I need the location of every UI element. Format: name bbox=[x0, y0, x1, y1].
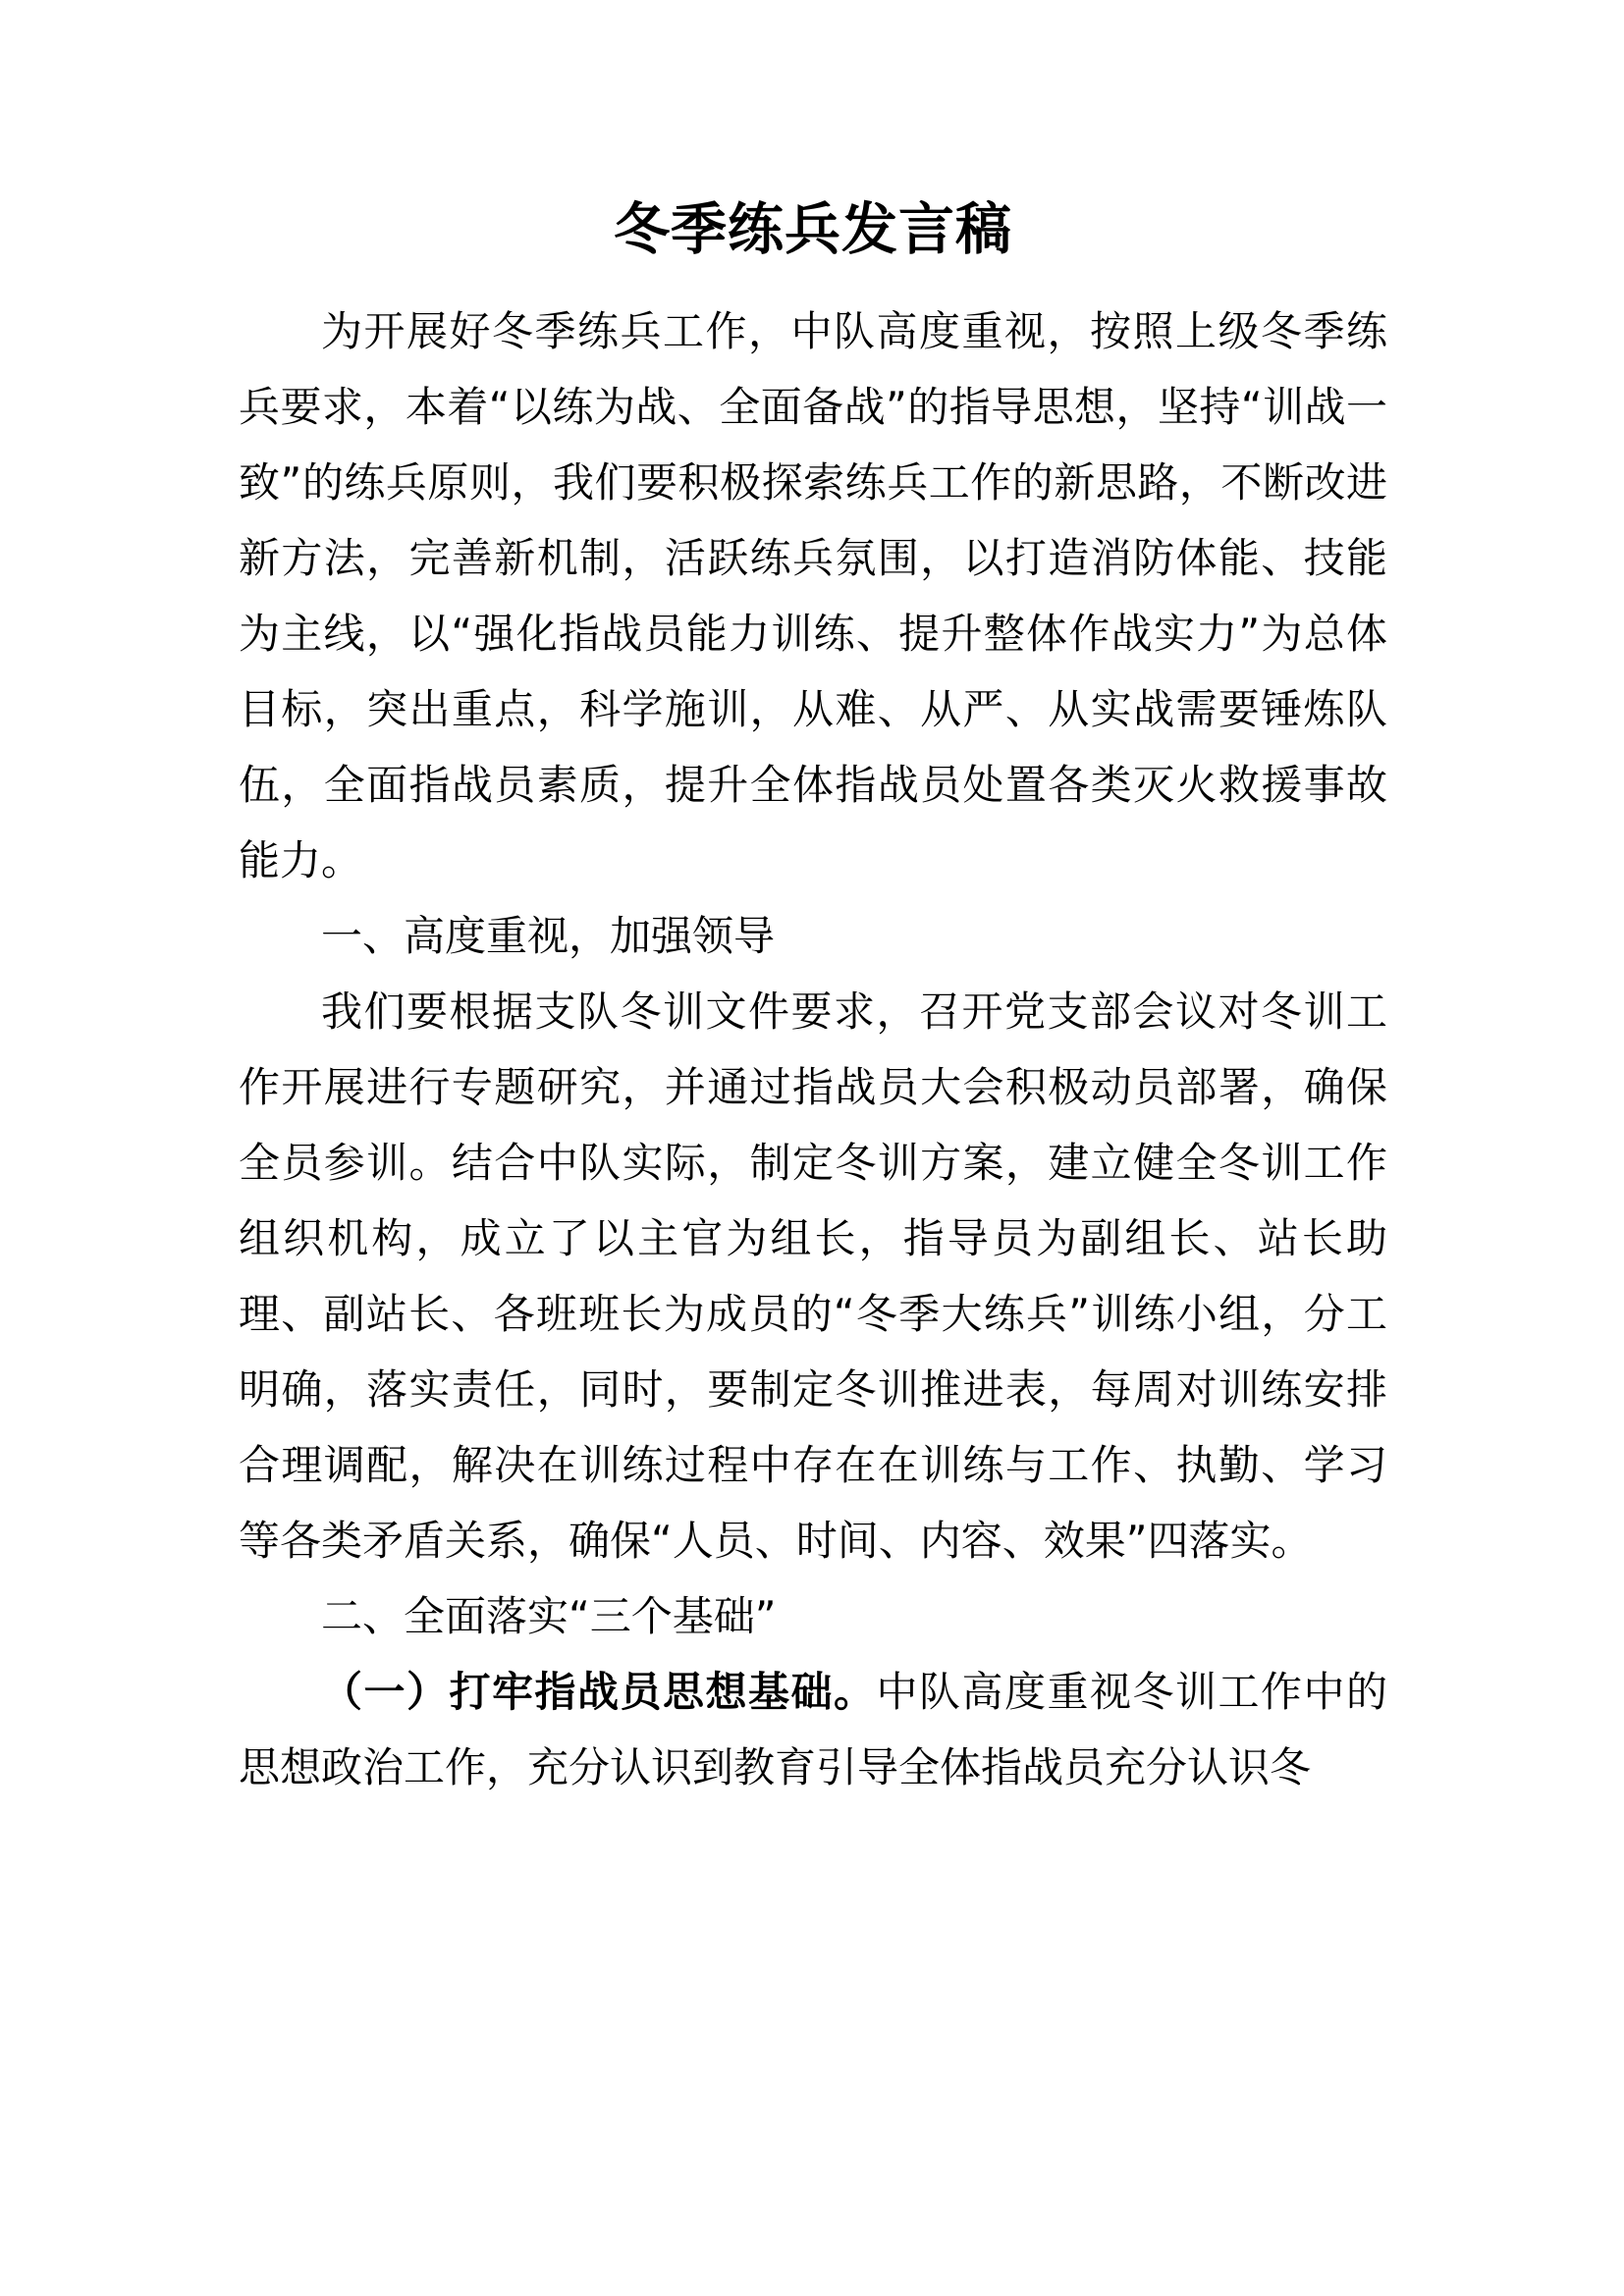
document-content bbox=[239, 192, 1387, 1805]
paragraph-body-text: 中队高度重视冬训工作中的思想政治工作，充分认识到教育引导全体指战员充分认识冬 bbox=[239, 1667, 1387, 1791]
section-heading-two: 二、全面落实“三个基础” bbox=[321, 1591, 777, 1640]
paragraph-section-two-item-one bbox=[239, 1654, 1387, 1805]
bold-lead-label: （一）打牢指战员思想基础。 bbox=[321, 1667, 877, 1716]
page-title: 冬季练兵发言稿 bbox=[614, 197, 1012, 262]
paragraph-section-one-body: 我们要根据支队冬训文件要求，召开党支部会议对冬训工作开展进行专题研究，并通过指战员大会积极动员部署，确保全员参训。结合中队实际，制定冬训方案，建立健全冬训工作组织机构，成立了以主官为组长，指导员为副组长、站长助理、副站长、各班班长为成员的“冬季大练兵”训练小组，分工明确，落实责任，同时，要制定冬训推进表，每周对训练安排合理调配，解决在训练过程中存在在训练与工作、执勤、学习等各类矛盾关系，确保“人员、时间、内容、效果”四落实。 bbox=[239, 987, 1387, 1565]
paragraph-intro: 为开展好冬季练兵工作，中队高度重视，按照上级冬季练兵要求，本着“以练为战、全面备战”的指导思想，坚持“训战一致”的练兵原则，我们要积极探索练兵工作的新思路，不断改进新方法，完善新机制，活跃练兵氛围，以打造消防体能、技能为主线，以“强化指战员能力训练、提升整体作战实力”为总体目标，突出重点，科学施训，从难、从严、从实战需要锤炼队伍，全面指战员素质，提升全体指战员处置各类灭火救援事故能力。 bbox=[239, 306, 1387, 884]
section-heading-one: 一、高度重视，加强领导 bbox=[321, 911, 776, 960]
